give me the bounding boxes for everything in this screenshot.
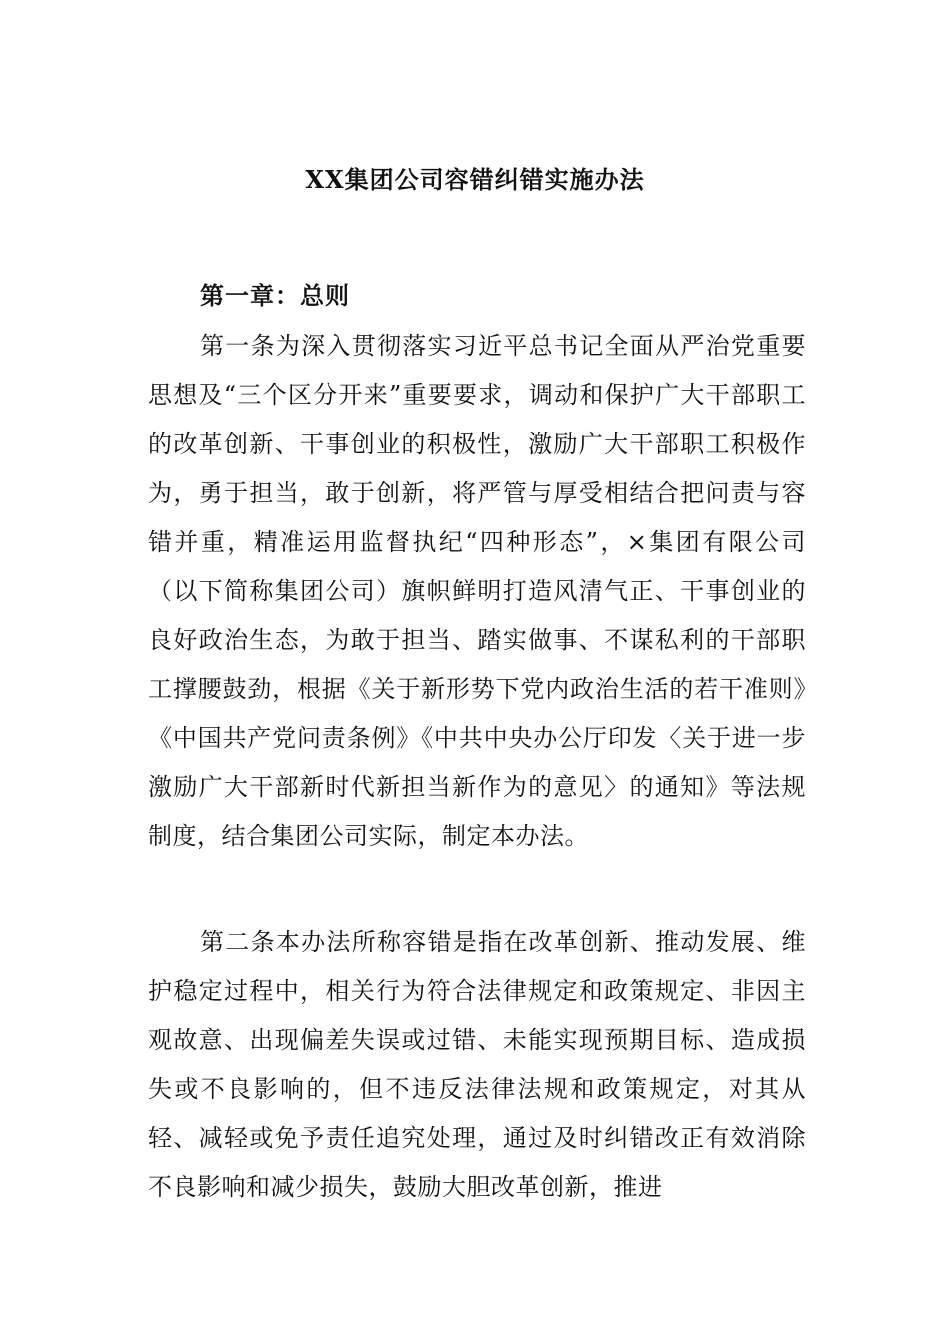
chapter-heading: 第一章：总则 — [200, 281, 350, 310]
document-title: XX集团公司容错纠错实施办法 — [305, 165, 645, 194]
article-paragraph-1: 第一条为深入贯彻落实习近平总书记全面从严治党重要思想及“三个区分开来”重要要求，调动和保护广大干部职工的改革创新、干事创业的积极性，激励广大干部职工积极作为，勇于担当，敢于创新，将严管与厚受相结合把问责与容错并重，精准运用监督执纪“四种形态”，×集团有限公司（以下简称集团公司）旗帜鲜明打造风清气正、干事创业的良好政治生态，为敢于担当、踏实做事、不谋私利的干部职工撑腰鼓劲，根据《关于新形势下党内政治生活的若干准则》《中国共产党问责条例》《中共中央办公厅印发〈关于进一步激励广大干部新时代新担当新作为的意见〉的通知》等法规制度，结合集团公司实际，制定本办法。 — [148, 332, 806, 850]
article-paragraph-2: 第二条本办法所称容错是指在改革创新、推动发展、维护稳定过程中，相关行为符合法律规定和政策规定、非因主观故意、出现偏差失误或过错、未能实现预期目标、造成损失或不良影响的，但不违反法律法规和政策规定，对其从轻、减轻或免予责任追究处理，通过及时纠错改正有效消除不良影响和减少损失，鼓励大胆改革创新，推进 — [148, 928, 806, 1201]
